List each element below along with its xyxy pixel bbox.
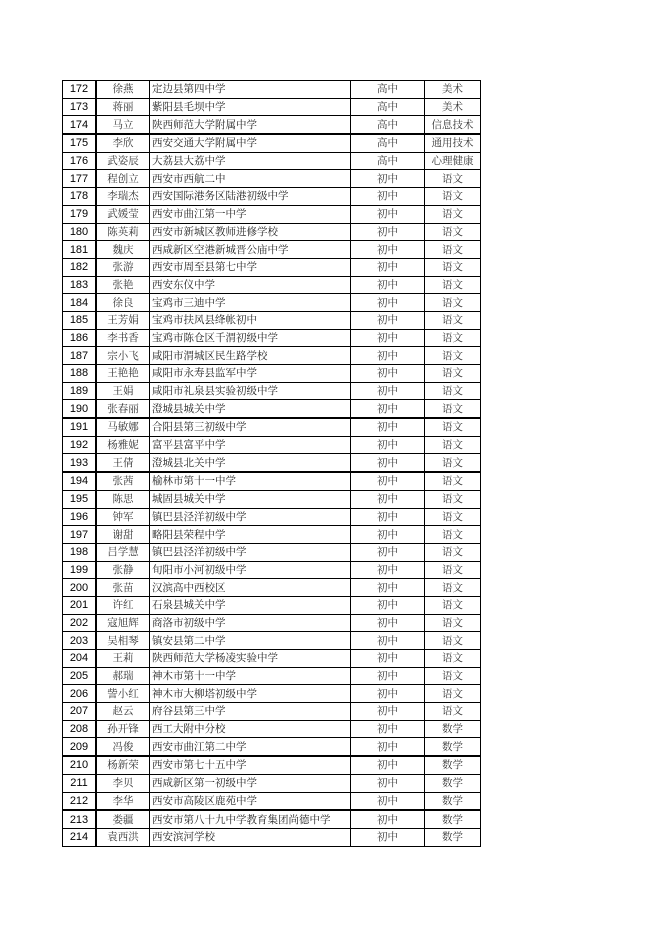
teacher-list-table [62, 80, 481, 847]
school-name: 略阳县荣程中学 [150, 526, 351, 544]
teacher-name: 冯俊 [96, 738, 150, 756]
subject: 美术 [425, 98, 481, 116]
school-level: 高中 [351, 152, 425, 170]
table-row [63, 703, 481, 721]
teacher-name: 李瑞杰 [96, 188, 150, 206]
teacher-name: 王艳艳 [96, 365, 150, 383]
school-level: 初中 [351, 632, 425, 650]
school-name: 紫阳县毛坝中学 [150, 98, 351, 116]
subject: 语文 [425, 365, 481, 383]
row-number: 210 [63, 756, 97, 774]
row-number: 189 [63, 382, 97, 400]
row-number: 174 [63, 116, 97, 134]
row-number: 213 [63, 810, 97, 828]
school-level: 初中 [351, 508, 425, 526]
row-number: 187 [63, 347, 97, 365]
teacher-name: 许红 [96, 596, 150, 614]
school-name: 西工大附中分校 [150, 720, 351, 738]
school-level: 初中 [351, 170, 425, 188]
teacher-name: 张游 [96, 258, 150, 276]
row-number: 201 [63, 596, 97, 614]
subject: 语文 [425, 223, 481, 241]
subject: 数学 [425, 756, 481, 774]
table-row [63, 828, 481, 846]
row-number: 204 [63, 650, 97, 668]
table-row [63, 365, 481, 383]
row-number: 214 [63, 828, 97, 846]
subject: 语文 [425, 472, 481, 490]
school-name: 西安市第七十五中学 [150, 756, 351, 774]
school-name: 西安市周至县第七中学 [150, 258, 351, 276]
table-row [63, 720, 481, 738]
school-name: 西咸新区空港新城晋公庙中学 [150, 241, 351, 259]
table-row [63, 650, 481, 668]
school-name: 咸阳市永寿县监军中学 [150, 365, 351, 383]
school-name: 陕西师范大学杨凌实验中学 [150, 650, 351, 668]
row-number: 197 [63, 526, 97, 544]
table-row [63, 774, 481, 792]
subject: 语文 [425, 418, 481, 436]
subject: 语文 [425, 579, 481, 597]
teacher-name: 王娟 [96, 382, 150, 400]
table-row [63, 490, 481, 508]
school-name: 西安市西航二中 [150, 170, 351, 188]
teacher-name: 郝瑞 [96, 667, 150, 685]
table-row [63, 329, 481, 347]
table-row [63, 526, 481, 544]
school-name: 镇安县第二中学 [150, 632, 351, 650]
table-row [63, 170, 481, 188]
row-number: 205 [63, 667, 97, 685]
school-name: 咸阳市渭城区民生路学校 [150, 347, 351, 365]
row-number: 198 [63, 543, 97, 561]
teacher-name: 李贝 [96, 774, 150, 792]
school-level: 初中 [351, 400, 425, 418]
teacher-name: 武媛莹 [96, 205, 150, 223]
teacher-name: 杨新荣 [96, 756, 150, 774]
row-number: 209 [63, 738, 97, 756]
school-level: 初中 [351, 382, 425, 400]
table-row [63, 98, 481, 116]
subject: 心理健康 [425, 152, 481, 170]
school-name: 石泉县城关中学 [150, 596, 351, 614]
school-name: 定边县第四中学 [150, 81, 351, 99]
table-row [63, 792, 481, 810]
school-name: 陕西师范大学附属中学 [150, 116, 351, 134]
subject: 语文 [425, 205, 481, 223]
teacher-name: 马敏娜 [96, 418, 150, 436]
teacher-name: 张茜 [96, 472, 150, 490]
school-level: 初中 [351, 756, 425, 774]
school-level: 初中 [351, 347, 425, 365]
school-name: 西安市曲江第一中学 [150, 205, 351, 223]
table-row [63, 347, 481, 365]
school-level: 初中 [351, 543, 425, 561]
row-number: 194 [63, 472, 97, 490]
subject: 语文 [425, 543, 481, 561]
row-number: 193 [63, 454, 97, 472]
teacher-name: 孙开锋 [96, 720, 150, 738]
subject: 语文 [425, 526, 481, 544]
school-level: 初中 [351, 418, 425, 436]
teacher-name: 寇旭辉 [96, 614, 150, 632]
table-row [63, 418, 481, 436]
teacher-name: 徐良 [96, 294, 150, 312]
teacher-name: 武姿辰 [96, 152, 150, 170]
row-number: 202 [63, 614, 97, 632]
table-row [63, 543, 481, 561]
row-number: 184 [63, 294, 97, 312]
school-level: 初中 [351, 614, 425, 632]
school-name: 镇巴县泾洋初级中学 [150, 543, 351, 561]
school-level: 初中 [351, 685, 425, 703]
teacher-name: 娄疆 [96, 810, 150, 828]
table-row [63, 188, 481, 206]
school-name: 大荔县大荔中学 [150, 152, 351, 170]
table-row [63, 810, 481, 828]
teacher-name: 訾小红 [96, 685, 150, 703]
subject: 语文 [425, 650, 481, 668]
teacher-name: 张苗 [96, 579, 150, 597]
school-level: 初中 [351, 579, 425, 597]
table-row [63, 223, 481, 241]
teacher-name: 蒋丽 [96, 98, 150, 116]
subject: 语文 [425, 490, 481, 508]
subject: 美术 [425, 81, 481, 99]
school-name: 西安东仪中学 [150, 276, 351, 294]
table-row [63, 258, 481, 276]
school-name: 西安市高陵区鹿苑中学 [150, 792, 351, 810]
table-row [63, 472, 481, 490]
school-level: 初中 [351, 294, 425, 312]
teacher-name: 马立 [96, 116, 150, 134]
row-number: 206 [63, 685, 97, 703]
subject: 语文 [425, 667, 481, 685]
teacher-name: 陈英莉 [96, 223, 150, 241]
table-row [63, 738, 481, 756]
school-level: 初中 [351, 454, 425, 472]
school-level: 初中 [351, 596, 425, 614]
teacher-name: 赵云 [96, 703, 150, 721]
subject: 语文 [425, 311, 481, 329]
table-row [63, 152, 481, 170]
table-row [63, 454, 481, 472]
table-row [63, 596, 481, 614]
subject: 语文 [425, 685, 481, 703]
teacher-name: 王莉 [96, 650, 150, 668]
teacher-name: 袁西洪 [96, 828, 150, 846]
teacher-name: 谢甜 [96, 526, 150, 544]
school-name: 西安滨河学校 [150, 828, 351, 846]
school-level: 初中 [351, 526, 425, 544]
row-number: 203 [63, 632, 97, 650]
school-level: 高中 [351, 134, 425, 152]
teacher-name: 陈思 [96, 490, 150, 508]
row-number: 177 [63, 170, 97, 188]
subject: 语文 [425, 703, 481, 721]
teacher-name: 宗小飞 [96, 347, 150, 365]
school-name: 西安市第八十九中学教育集团尚德中学 [150, 810, 351, 828]
table-row [63, 241, 481, 259]
table-row [63, 685, 481, 703]
subject: 语文 [425, 508, 481, 526]
table-row [63, 294, 481, 312]
school-name: 澄城县城关中学 [150, 400, 351, 418]
teacher-name: 张春丽 [96, 400, 150, 418]
teacher-name: 李书香 [96, 329, 150, 347]
subject: 语文 [425, 561, 481, 579]
subject: 语文 [425, 188, 481, 206]
table-row [63, 561, 481, 579]
row-number: 179 [63, 205, 97, 223]
school-level: 初中 [351, 472, 425, 490]
school-level: 初中 [351, 774, 425, 792]
teacher-name: 吴相琴 [96, 632, 150, 650]
row-number: 172 [63, 81, 97, 99]
school-name: 城固县城关中学 [150, 490, 351, 508]
subject: 数学 [425, 774, 481, 792]
table-row [63, 276, 481, 294]
subject: 信息技术 [425, 116, 481, 134]
school-name: 镇巴县泾洋初级中学 [150, 508, 351, 526]
school-level: 高中 [351, 81, 425, 99]
school-level: 初中 [351, 188, 425, 206]
row-number: 173 [63, 98, 97, 116]
subject: 数学 [425, 810, 481, 828]
subject: 语文 [425, 436, 481, 454]
school-level: 初中 [351, 205, 425, 223]
row-number: 211 [63, 774, 97, 792]
table-row [63, 116, 481, 134]
school-level: 初中 [351, 276, 425, 294]
teacher-name: 徐燕 [96, 81, 150, 99]
table-row [63, 311, 481, 329]
school-level: 初中 [351, 792, 425, 810]
table-row [63, 756, 481, 774]
row-number: 191 [63, 418, 97, 436]
school-level: 初中 [351, 258, 425, 276]
subject: 数学 [425, 828, 481, 846]
subject: 语文 [425, 258, 481, 276]
school-name: 神木市第十一中学 [150, 667, 351, 685]
row-number: 185 [63, 311, 97, 329]
school-name: 旬阳市小河初级中学 [150, 561, 351, 579]
table-row [63, 579, 481, 597]
row-number: 188 [63, 365, 97, 383]
subject: 语文 [425, 347, 481, 365]
row-number: 199 [63, 561, 97, 579]
school-name: 西咸新区第一初级中学 [150, 774, 351, 792]
teacher-name: 杨雅妮 [96, 436, 150, 454]
row-number: 196 [63, 508, 97, 526]
subject: 语文 [425, 170, 481, 188]
school-level: 初中 [351, 329, 425, 347]
subject: 语文 [425, 294, 481, 312]
teacher-name: 吕学慧 [96, 543, 150, 561]
table-row [63, 205, 481, 223]
subject: 语文 [425, 329, 481, 347]
school-name: 宝鸡市陈仓区千渭初级中学 [150, 329, 351, 347]
teacher-name: 张艳 [96, 276, 150, 294]
school-name: 澄城县北关中学 [150, 454, 351, 472]
subject: 数学 [425, 738, 481, 756]
school-name: 榆林市第十一中学 [150, 472, 351, 490]
subject: 语文 [425, 276, 481, 294]
subject: 语文 [425, 400, 481, 418]
school-name: 合阳县第三初级中学 [150, 418, 351, 436]
table-row [63, 667, 481, 685]
school-level: 初中 [351, 828, 425, 846]
school-name: 西安交通大学附属中学 [150, 134, 351, 152]
school-level: 初中 [351, 365, 425, 383]
school-name: 西安国际港务区陆港初级中学 [150, 188, 351, 206]
school-level: 初中 [351, 810, 425, 828]
teacher-name: 魏庆 [96, 241, 150, 259]
school-name: 西安市新城区教师进修学校 [150, 223, 351, 241]
school-level: 初中 [351, 311, 425, 329]
school-name: 西安市曲江第二中学 [150, 738, 351, 756]
row-number: 181 [63, 241, 97, 259]
row-number: 192 [63, 436, 97, 454]
table-row [63, 382, 481, 400]
school-level: 高中 [351, 98, 425, 116]
table-row [63, 134, 481, 152]
school-level: 初中 [351, 436, 425, 454]
subject: 数学 [425, 792, 481, 810]
row-number: 208 [63, 720, 97, 738]
teacher-name: 王倩 [96, 454, 150, 472]
table-row [63, 614, 481, 632]
school-level: 高中 [351, 116, 425, 134]
teacher-name: 李欣 [96, 134, 150, 152]
row-number: 176 [63, 152, 97, 170]
table-row [63, 400, 481, 418]
school-level: 初中 [351, 720, 425, 738]
school-name: 神木市大柳塔初级中学 [150, 685, 351, 703]
table-row [63, 632, 481, 650]
school-name: 府谷县第三中学 [150, 703, 351, 721]
row-number: 180 [63, 223, 97, 241]
school-name: 宝鸡市三迪中学 [150, 294, 351, 312]
school-level: 初中 [351, 667, 425, 685]
school-name: 宝鸡市扶风县绛帐初中 [150, 311, 351, 329]
row-number: 178 [63, 188, 97, 206]
subject: 语文 [425, 241, 481, 259]
subject: 数学 [425, 720, 481, 738]
row-number: 207 [63, 703, 97, 721]
school-name: 富平县富平中学 [150, 436, 351, 454]
row-number: 200 [63, 579, 97, 597]
table-row [63, 81, 481, 99]
teacher-name: 张静 [96, 561, 150, 579]
subject: 语文 [425, 632, 481, 650]
row-number: 183 [63, 276, 97, 294]
subject: 语文 [425, 596, 481, 614]
school-level: 初中 [351, 241, 425, 259]
school-level: 初中 [351, 703, 425, 721]
teacher-name: 李华 [96, 792, 150, 810]
table-row [63, 508, 481, 526]
teacher-name: 王芳娟 [96, 311, 150, 329]
school-level: 初中 [351, 490, 425, 508]
row-number: 182 [63, 258, 97, 276]
school-name: 咸阳市礼泉县实验初级中学 [150, 382, 351, 400]
teacher-name: 钟军 [96, 508, 150, 526]
teacher-name: 程创立 [96, 170, 150, 188]
row-number: 175 [63, 134, 97, 152]
school-level: 初中 [351, 223, 425, 241]
school-level: 初中 [351, 561, 425, 579]
row-number: 195 [63, 490, 97, 508]
school-level: 初中 [351, 650, 425, 668]
school-name: 汉滨高中西校区 [150, 579, 351, 597]
school-level: 初中 [351, 738, 425, 756]
subject: 通用技术 [425, 134, 481, 152]
subject: 语文 [425, 614, 481, 632]
row-number: 190 [63, 400, 97, 418]
row-number: 186 [63, 329, 97, 347]
subject: 语文 [425, 382, 481, 400]
subject: 语文 [425, 454, 481, 472]
school-name: 商洛市初级中学 [150, 614, 351, 632]
row-number: 212 [63, 792, 97, 810]
table-row [63, 436, 481, 454]
